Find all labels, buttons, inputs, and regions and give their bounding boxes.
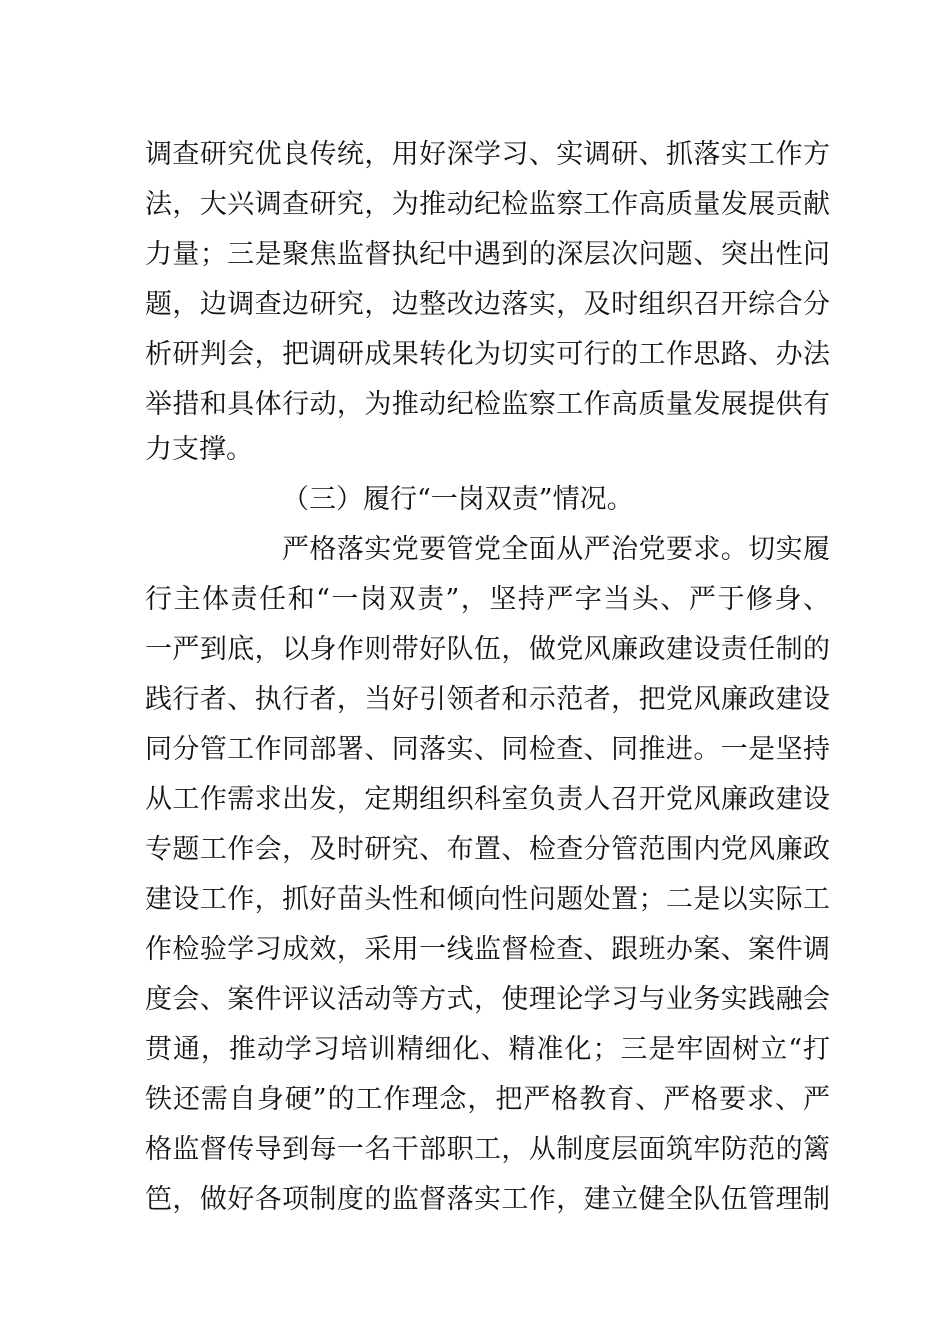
body-text-line: 铁还需自身硬”的工作理念，把严格教育、严格要求、严 — [145, 1084, 830, 1115]
body-text-line: 从工作需求出发，定期组织科室负责人召开党风廉政建设 — [145, 784, 830, 815]
body-text-line: 同分管工作同部署、同落实、同检查、同推进。一是坚持 — [145, 734, 830, 765]
body-text-line: 举措和具体行动，为推动纪检监察工作高质量发展提供有 — [145, 389, 830, 420]
body-text-line: 作检验学习成效，采用一线监督检查、跟班办案、案件调 — [145, 934, 830, 965]
body-text-line: 力支撑。 — [145, 434, 253, 465]
body-text-line: 格监督传导到每一名干部职工，从制度层面筑牢防范的篱 — [145, 1134, 830, 1165]
body-text-line: 法，大兴调查研究，为推动纪检监察工作高质量发展贡献 — [145, 189, 830, 220]
section-heading: （三）履行“一岗双责”情况。 — [282, 484, 634, 515]
body-text-line: 贯通，推动学习培训精细化、精准化；三是牢固树立“打 — [145, 1034, 830, 1065]
body-text-line: 专题工作会，及时研究、布置、检查分管范围内党风廉政 — [145, 834, 830, 865]
paragraph-first-line: 严格落实党要管党全面从严治党要求。切实履 — [282, 534, 830, 565]
body-text-line: 行主体责任和“一岗双责”，坚持严字当头、严于修身、 — [145, 584, 830, 615]
body-text-line: 笆，做好各项制度的监督落实工作，建立健全队伍管理制 — [145, 1184, 830, 1215]
body-text-line: 建设工作，抓好苗头性和倾向性问题处置；二是以实际工 — [145, 884, 830, 915]
body-text-line: 度会、案件评议活动等方式，使理论学习与业务实践融会 — [145, 984, 830, 1015]
body-text-line: 践行者、执行者，当好引领者和示范者，把党风廉政建设 — [145, 684, 830, 715]
body-text-line: 析研判会，把调研成果转化为切实可行的工作思路、办法 — [145, 339, 830, 370]
body-text-line: 题，边调查边研究，边整改边落实，及时组织召开综合分 — [145, 289, 830, 320]
body-text-line: 一严到底，以身作则带好队伍，做党风廉政建设责任制的 — [145, 634, 830, 665]
body-text-line: 调查研究优良传统，用好深学习、实调研、抓落实工作方 — [145, 139, 830, 170]
body-text-line: 力量；三是聚焦监督执纪中遇到的深层次问题、突出性问 — [145, 239, 830, 270]
